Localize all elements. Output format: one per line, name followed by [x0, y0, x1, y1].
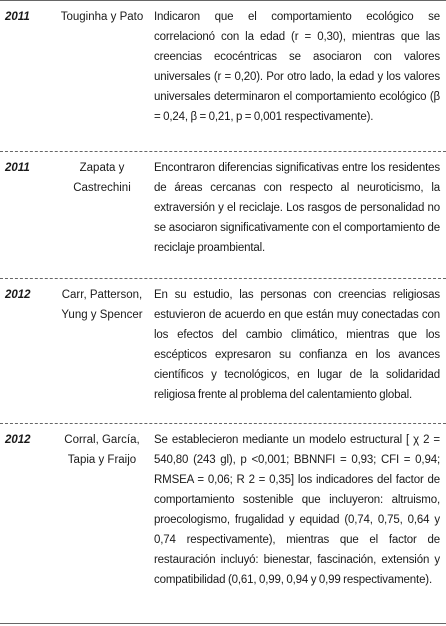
table-row [0, 1, 446, 151]
findings-cell: En su estudio, las personas con creencias religiosas estuvieron de acuerdo en que están muy conectadas con los efectos del cambio climático, mientras que los escépticos expresaron su confianza en los avances científicos y tecnológicos, en lugar de la solidaridad religiosa frente al problema del calentamiento global. [154, 289, 440, 401]
findings-cell: Se establecieron mediante un modelo estructural [ χ 2 = 540,80 (243 gl), p <0,001; BBNNFI = 0,93; CFI = 0,94; RMSEA = 0,06; R 2 = 0,35] los indicadores del factor de comportamiento sostenible que incluyeron: altruismo, proecologismo, frugalidad y equidad (0,74, 0,75, 0,64 y 0,74 respectivamente), mientras que el factor de restauración incluyó: bienestar, fascinación, extensión y compatibilidad (0,61, 0,99, 0,94 y 0,99 respectivamente). [154, 434, 440, 586]
year-cell: 2011 [5, 162, 30, 174]
authors-cell: Touginha y Pato [60, 11, 144, 23]
table-row [0, 423, 446, 626]
findings-cell: Encontraron diferencias significativas entre los residentes de áreas cercanas con respecto al neuroticismo, la extraversión y el reciclaje. Los rasgos de personalidad no se asociaron significativamente con el comportamiento de reciclaje proambiental. [154, 162, 440, 254]
findings-cell: Indicaron que el comportamiento ecológico se correlacionó con la edad (r = 0,30), mientras que las creencias ecocéntricas se asociaron con valores universales (r = 0,20). Por otro lado, la edad y los valores universales determinaron el comportamiento ecológico (β = 0,24, β = 0,21, p = 0,001 respectivamente). [154, 11, 440, 123]
year-cell: 2012 [5, 289, 31, 301]
year-cell: 2011 [5, 11, 30, 23]
table-row [0, 278, 446, 424]
authors-cell: Corral, García, Tapia y Fraijo [64, 434, 140, 466]
year-cell: 2012 [5, 434, 31, 446]
authors-cell: Carr, Patterson, Yung y Spencer [61, 289, 143, 321]
table-row [0, 151, 446, 279]
authors-cell: Zapata y Castrechini [73, 162, 131, 194]
